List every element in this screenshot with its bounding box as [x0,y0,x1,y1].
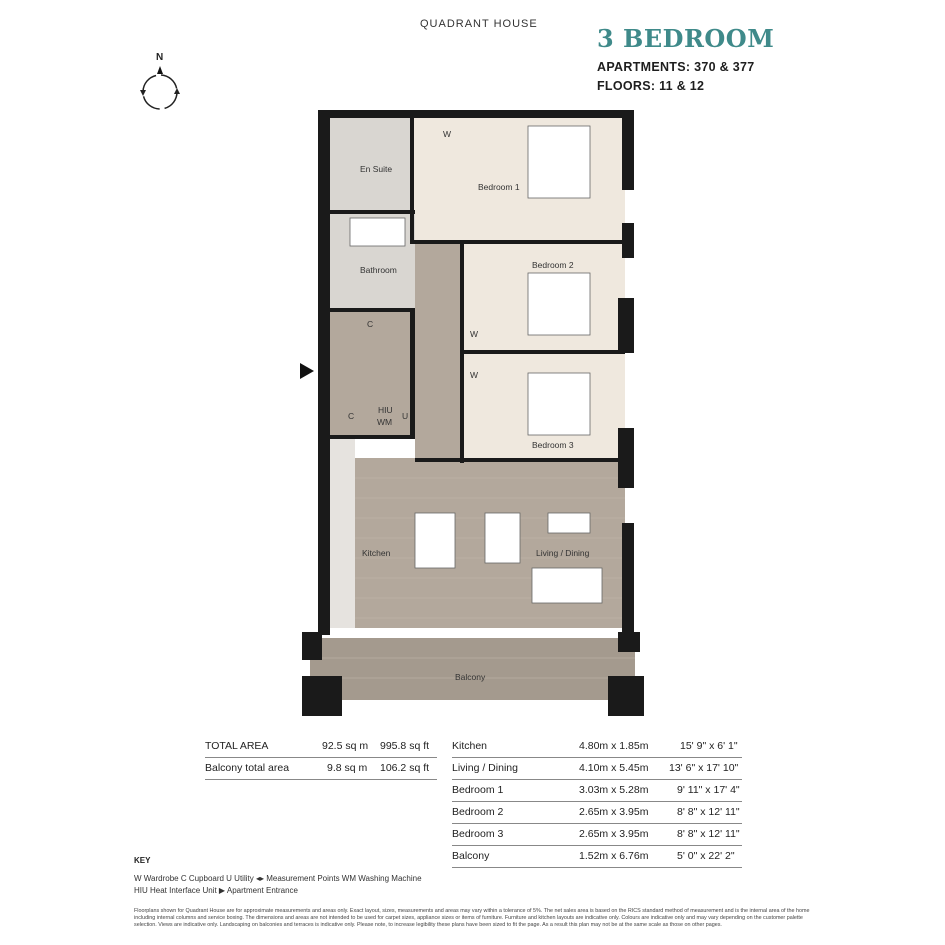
page-title: 3 BEDROOM [597,24,775,53]
hall-floor [415,243,462,458]
building-name: QUADRANT HOUSE [420,18,538,30]
wardrobe-label-3: W [470,370,479,380]
bedroom-3-label: Bedroom 3 [532,440,574,450]
cupboard-label-2: C [348,411,355,421]
bed-2 [528,273,590,335]
dimensions-row: Bedroom 1 3.03m x 5.28m 9' 11" x 17' 4" [452,779,742,802]
key-title: KEY [134,856,151,865]
ensuite-label: En Suite [360,164,393,174]
area-row-balcony: Balcony total area 9.8 sq m 106.2 sq ft [205,757,437,780]
disclaimer-text: Floorplans shown for Quadrant House are for approximate measurements and areas only. Exact layout, sizes, measurements and areas may vary within a tolerance of 5%. The net sales area is based on the RICS standard method of measurement and is the internal area of the home including internal columns and service boxing. The dimensions and areas are not intended to be used for carpet sizes, appliance sizes or items of furniture. Furniture and kitchen layouts are indicative only. Colours are indicative only and may vary depending on the customer palette selection. Views are indicative only. Landscaping on balconies and terraces is indicative only. Please note, to increase legibility these plans have been sized to fit the page. As a result this plan may not be at the same scale as those on other pages. [134,908,810,928]
apartments-label: APARTMENTS: 370 & 377 [597,60,755,74]
dining-table [415,513,455,568]
floor-plan [300,108,645,718]
dimensions-row: Bedroom 3 2.65m x 3.95m 8' 8" x 12' 11" [452,823,742,846]
armchair [485,513,520,563]
floors-label: FLOORS: 11 & 12 [597,79,705,93]
cupboard-label-1: C [367,319,374,329]
dimensions-row: Bedroom 2 2.65m x 3.95m 8' 8" x 12' 11" [452,801,742,824]
bathtub [350,218,405,246]
bed-1 [528,126,590,198]
area-row-total: TOTAL AREA 92.5 sq m 995.8 sq ft [205,735,437,758]
wm-label: WM [377,417,393,427]
key-line-1: W Wardrobe C Cupboard U Utility ◂▸ Measurement Points WM Washing Machine [134,874,422,883]
sideboard [548,513,590,533]
bedroom-1-label: Bedroom 1 [478,182,520,192]
bathroom-label: Bathroom [360,265,397,275]
bedroom-2-label: Bedroom 2 [532,260,574,270]
entrance-arrow-icon [300,363,314,379]
living-dining-label: Living / Dining [536,548,590,558]
sofa [532,568,602,603]
bed-3 [528,373,590,435]
compass-north-label: N [156,52,164,63]
dimensions-table [452,735,742,867]
balcony-floor [310,638,635,700]
dimensions-row: Kitchen 4.80m x 1.85m 15' 9" x 6' 1" [452,735,742,758]
wardrobe-label-2: W [470,329,479,339]
kitchen-label: Kitchen [362,548,391,558]
kitchen-counter [330,438,355,628]
area-table [205,735,437,781]
key-line-2: HIU Heat Interface Unit ▶ Apartment Entrance [134,886,299,895]
hiu-label: HIU [378,405,393,415]
balcony-label: Balcony [455,672,486,682]
dimensions-row: Living / Dining 4.10m x 5.45m 13' 6" x 17' 10" [452,757,742,780]
utility-label: U [402,411,409,421]
wardrobe-label-1: W [443,129,452,139]
compass-icon [134,62,194,114]
dimensions-row: Balcony 1.52m x 6.76m 5' 0" x 22' 2" [452,845,742,868]
